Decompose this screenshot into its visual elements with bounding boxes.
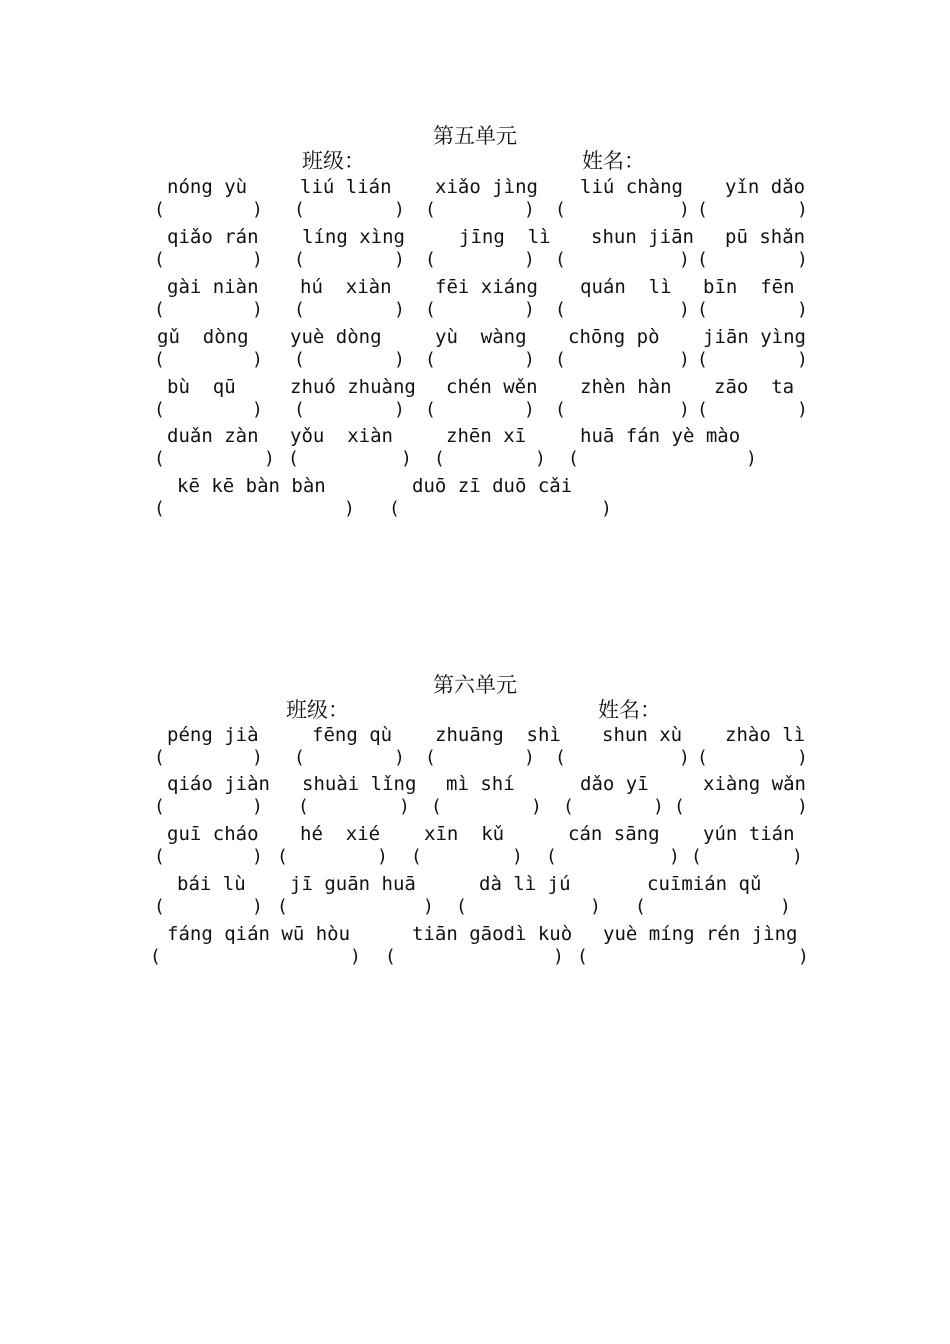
unit5-answer-open-paren: (: [154, 199, 165, 220]
unit6-answer-close-paren: ): [394, 747, 405, 768]
unit5-pinyin-r3-w3: fēi xiáng: [435, 276, 538, 298]
unit5-answer-close-paren: ): [535, 448, 546, 469]
unit5-answer-open-paren: (: [294, 299, 305, 320]
unit5-answer-open-paren: (: [697, 249, 708, 270]
unit6-answer-open-paren: (: [635, 896, 646, 917]
unit6-answer-open-paren: (: [150, 946, 161, 967]
unit6-pinyin-r1-w2: fēng qù: [312, 724, 393, 746]
unit5-answer-close-paren: ): [252, 299, 263, 320]
unit5-pinyin-r3-w1: gài niàn: [167, 276, 259, 298]
unit5-answer-close-paren: ): [797, 299, 808, 320]
unit5-pinyin-r4-w3: yù wàng: [435, 326, 527, 348]
unit5-pinyin-r5-w3: chén wěn: [446, 376, 538, 398]
unit5-answer-close-paren: ): [797, 349, 808, 370]
unit5-answer-open-paren: (: [425, 199, 436, 220]
unit6-answer-open-paren: (: [546, 846, 557, 867]
unit5-answer-close-paren: ): [264, 448, 275, 469]
unit6-answer-open-paren: (: [674, 796, 685, 817]
unit5-answer-close-paren: ): [524, 299, 535, 320]
unit6-answer-close-paren: ): [531, 796, 542, 817]
unit6-answer-open-paren: (: [277, 896, 288, 917]
unit5-pinyin-r7-w1: kē kē bàn bàn: [177, 475, 326, 497]
unit5-pinyin-r6-w2: yǒu xiàn: [290, 425, 393, 447]
unit6-answer-open-paren: (: [697, 747, 708, 768]
unit5-answer-close-paren: ): [797, 199, 808, 220]
unit6-answer-close-paren: ): [669, 846, 680, 867]
unit5-answer-open-paren: (: [154, 498, 165, 519]
unit5-name-label: 姓名：: [582, 149, 645, 173]
unit5-answer-open-paren: (: [434, 448, 445, 469]
unit6-answer-close-paren: ): [653, 796, 664, 817]
unit6-pinyin-r3-w2: hé xié: [300, 823, 381, 845]
unit5-class-label: 班级：: [302, 149, 365, 173]
unit5-pinyin-r2-w3: jīng lì: [459, 226, 551, 248]
unit5-answer-open-paren: (: [154, 448, 165, 469]
unit5-answer-close-paren: ): [252, 399, 263, 420]
unit6-pinyin-r5-w1: fáng qián wū hòu: [167, 923, 351, 945]
unit5-answer-close-paren: ): [401, 448, 412, 469]
unit6-pinyin-r2-w4: dǎo yī: [580, 773, 649, 795]
unit5-answer-open-paren: (: [697, 399, 708, 420]
unit6-answer-close-paren: ): [252, 747, 263, 768]
unit6-pinyin-r3-w4: cán sāng: [568, 823, 660, 845]
unit5-answer-close-paren: ): [679, 349, 690, 370]
unit6-pinyin-r1-w1: péng jià: [167, 724, 259, 746]
unit6-pinyin-r5-w2: tiān gāodì kuò: [412, 923, 573, 945]
unit6-pinyin-r1-w4: shun xù: [602, 724, 683, 746]
unit5-answer-close-paren: ): [746, 448, 757, 469]
unit5-pinyin-r6-w1: duǎn zàn: [167, 425, 259, 447]
unit5-answer-open-paren: (: [555, 299, 566, 320]
unit5-title: 第五单元: [433, 124, 517, 148]
unit6-answer-open-paren: (: [298, 796, 309, 817]
unit6-answer-close-paren: ): [423, 896, 434, 917]
unit5-pinyin-r6-w3: zhēn xī: [446, 425, 527, 447]
unit5-answer-open-paren: (: [294, 399, 305, 420]
unit5-answer-open-paren: (: [294, 349, 305, 370]
unit6-answer-close-paren: ): [350, 946, 361, 967]
unit6-answer-close-paren: ): [798, 946, 809, 967]
unit5-answer-close-paren: ): [601, 498, 612, 519]
unit5-pinyin-r3-w2: hú xiàn: [300, 276, 392, 298]
unit6-answer-open-paren: (: [277, 846, 288, 867]
unit6-answer-open-paren: (: [154, 896, 165, 917]
unit6-answer-close-paren: ): [590, 896, 601, 917]
unit6-class-label: 班级：: [286, 698, 349, 722]
unit6-title: 第六单元: [433, 673, 517, 697]
unit6-pinyin-r2-w3: mì shí: [446, 773, 515, 795]
unit5-answer-open-paren: (: [154, 299, 165, 320]
unit5-pinyin-r5-w4: zhèn hàn: [580, 376, 672, 398]
unit5-answer-open-paren: (: [555, 399, 566, 420]
unit5-pinyin-r3-w5: bīn fēn: [703, 276, 795, 298]
unit6-answer-open-paren: (: [425, 747, 436, 768]
unit6-pinyin-r3-w5: yún tián: [703, 823, 795, 845]
unit6-pinyin-r1-w3: zhuāng shì: [435, 724, 561, 746]
unit6-answer-open-paren: (: [691, 846, 702, 867]
unit5-answer-open-paren: (: [425, 349, 436, 370]
unit6-answer-open-paren: (: [154, 747, 165, 768]
unit5-answer-open-paren: (: [288, 448, 299, 469]
unit5-answer-open-paren: (: [154, 249, 165, 270]
unit5-answer-open-paren: (: [425, 399, 436, 420]
unit5-answer-close-paren: ): [797, 249, 808, 270]
unit5-answer-close-paren: ): [524, 249, 535, 270]
unit5-answer-close-paren: ): [394, 299, 405, 320]
unit5-pinyin-r3-w4: quán lì: [580, 276, 672, 298]
unit6-answer-close-paren: ): [252, 846, 263, 867]
unit5-answer-open-paren: (: [294, 249, 305, 270]
unit5-pinyin-r2-w4: shun jiān: [591, 226, 694, 248]
unit5-answer-close-paren: ): [524, 399, 535, 420]
unit6-pinyin-r4-w3: dà lì jú: [479, 873, 571, 895]
unit5-answer-open-paren: (: [154, 349, 165, 370]
unit6-pinyin-r1-w5: zhào lì: [725, 724, 806, 746]
unit5-answer-close-paren: ): [344, 498, 355, 519]
unit5-answer-close-paren: ): [797, 399, 808, 420]
unit5-pinyin-r4-w2: yuè dòng: [290, 326, 382, 348]
unit5-answer-open-paren: (: [555, 199, 566, 220]
unit5-answer-open-paren: (: [555, 349, 566, 370]
unit6-pinyin-r4-w2: jī guān huā: [290, 873, 416, 895]
unit6-pinyin-r2-w2: shuài lǐng: [302, 773, 417, 795]
unit6-answer-open-paren: (: [385, 946, 396, 967]
unit5-answer-open-paren: (: [294, 199, 305, 220]
unit5-answer-close-paren: ): [524, 199, 535, 220]
unit6-answer-open-paren: (: [577, 946, 588, 967]
unit5-answer-close-paren: ): [679, 199, 690, 220]
unit5-pinyin-r2-w5: pū shǎn: [725, 226, 806, 248]
unit6-answer-open-paren: (: [431, 796, 442, 817]
unit6-answer-open-paren: (: [154, 846, 165, 867]
unit6-answer-close-paren: ): [679, 747, 690, 768]
unit5-answer-open-paren: (: [389, 498, 400, 519]
unit5-answer-close-paren: ): [394, 349, 405, 370]
unit5-pinyin-r4-w5: jiān yìng: [703, 326, 806, 348]
unit5-answer-open-paren: (: [568, 448, 579, 469]
unit5-answer-close-paren: ): [252, 349, 263, 370]
unit5-pinyin-r1-w4: liú chàng: [580, 176, 683, 198]
unit5-pinyin-r1-w2: liú lián: [300, 176, 392, 198]
unit6-answer-close-paren: ): [524, 747, 535, 768]
unit5-answer-close-paren: ): [394, 199, 405, 220]
unit6-pinyin-r4-w4: cuīmián qǔ: [647, 873, 762, 895]
unit5-answer-close-paren: ): [524, 349, 535, 370]
unit6-name-label: 姓名：: [598, 698, 661, 722]
unit6-answer-close-paren: ): [792, 846, 803, 867]
unit6-answer-open-paren: (: [456, 896, 467, 917]
unit5-answer-close-paren: ): [679, 299, 690, 320]
unit5-answer-open-paren: (: [154, 399, 165, 420]
unit5-answer-close-paren: ): [394, 249, 405, 270]
unit6-answer-close-paren: ): [252, 796, 263, 817]
unit5-pinyin-r6-w4: huā fán yè mào: [580, 425, 741, 447]
unit6-pinyin-r3-w1: guī cháo: [167, 823, 259, 845]
unit5-answer-open-paren: (: [425, 299, 436, 320]
unit6-answer-open-paren: (: [563, 796, 574, 817]
unit5-answer-close-paren: ): [252, 199, 263, 220]
unit5-pinyin-r5-w1: bù qū: [167, 376, 236, 398]
unit6-answer-close-paren: ): [553, 946, 564, 967]
unit6-answer-close-paren: ): [377, 846, 388, 867]
unit6-answer-open-paren: (: [294, 747, 305, 768]
unit5-answer-open-paren: (: [425, 249, 436, 270]
unit5-pinyin-r7-w2: duō zī duō cǎi: [412, 475, 573, 497]
unit5-pinyin-r2-w2: líng xìng: [302, 226, 405, 248]
unit5-pinyin-r1-w1: nóng yù: [167, 176, 248, 198]
unit6-pinyin-r5-w3: yuè míng rén jìng: [603, 923, 798, 945]
unit5-answer-open-paren: (: [697, 299, 708, 320]
unit5-answer-open-paren: (: [697, 349, 708, 370]
unit5-answer-open-paren: (: [555, 249, 566, 270]
unit6-answer-open-paren: (: [411, 846, 422, 867]
unit5-answer-open-paren: (: [697, 199, 708, 220]
unit5-pinyin-r4-w1: gǔ dòng: [157, 326, 249, 348]
unit6-pinyin-r2-w1: qiáo jiàn: [167, 773, 270, 795]
unit5-answer-close-paren: ): [679, 399, 690, 420]
unit5-answer-close-paren: ): [679, 249, 690, 270]
unit6-answer-close-paren: ): [780, 896, 791, 917]
unit6-pinyin-r3-w3: xīn kǔ: [424, 823, 505, 845]
unit6-answer-open-paren: (: [555, 747, 566, 768]
unit5-answer-close-paren: ): [252, 249, 263, 270]
unit6-answer-close-paren: ): [252, 896, 263, 917]
unit5-pinyin-r1-w3: xiǎo jìng: [435, 176, 538, 198]
unit5-pinyin-r2-w1: qiǎo rán: [167, 226, 259, 248]
unit5-pinyin-r1-w5: yǐn dǎo: [725, 176, 806, 198]
unit6-answer-open-paren: (: [154, 796, 165, 817]
unit6-answer-close-paren: ): [797, 796, 808, 817]
unit5-answer-close-paren: ): [394, 399, 405, 420]
unit6-pinyin-r2-w5: xiàng wǎn: [703, 773, 806, 795]
unit6-answer-close-paren: ): [512, 846, 523, 867]
unit6-pinyin-r4-w1: bái lù: [177, 873, 246, 895]
unit6-answer-close-paren: ): [399, 796, 410, 817]
unit5-pinyin-r4-w4: chōng pò: [568, 326, 660, 348]
unit5-pinyin-r5-w2: zhuó zhuàng: [290, 376, 416, 398]
unit5-pinyin-r5-w5: zāo ta: [714, 376, 795, 398]
unit6-answer-close-paren: ): [797, 747, 808, 768]
